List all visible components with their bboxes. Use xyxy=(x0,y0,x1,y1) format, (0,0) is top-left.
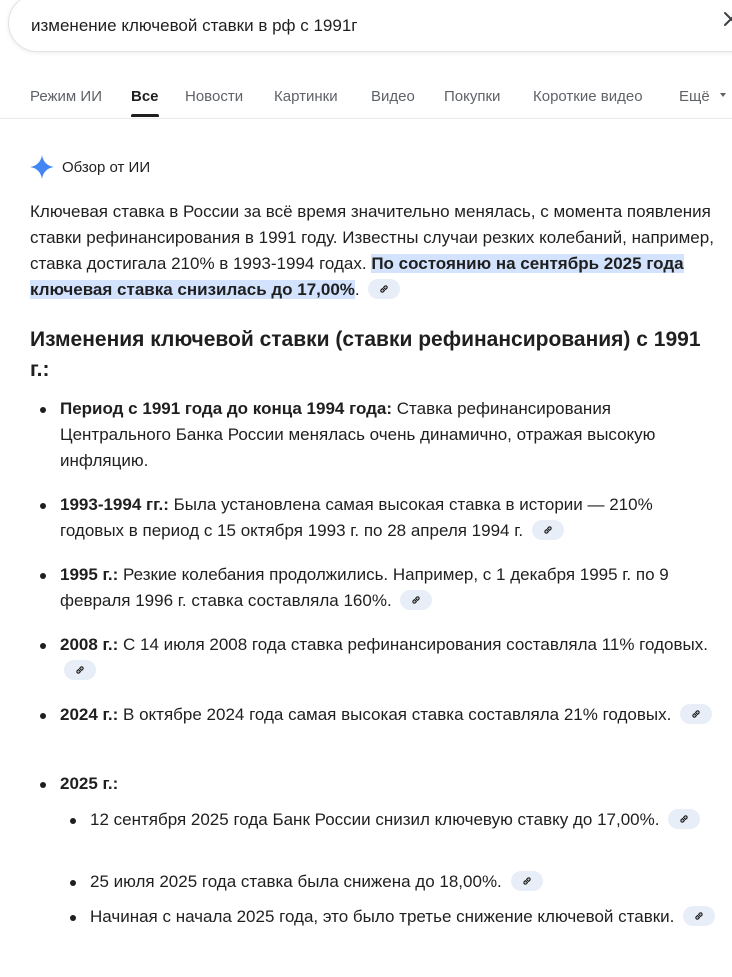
summary-period: . xyxy=(354,280,360,299)
link-icon xyxy=(690,708,702,720)
tab-shopping[interactable]: Покупки xyxy=(444,88,501,105)
source-link-button[interactable] xyxy=(683,906,715,926)
bullet xyxy=(40,407,46,413)
section-heading: Изменения ключевой ставки (ставки рефинансирования) с 1991 г.: xyxy=(30,328,701,381)
tab-all[interactable]: Все xyxy=(131,88,159,105)
search-bar[interactable] xyxy=(8,0,732,52)
list-item xyxy=(30,396,720,474)
link-icon xyxy=(521,875,533,887)
search-tabs xyxy=(0,84,732,118)
source-link-button[interactable] xyxy=(532,520,564,540)
item-label: 2025 г.: xyxy=(60,774,119,793)
summary-text: Ключевая ставка в России за всё время значительно менялась, с момента появления ставки рефинансирования в 1991 году. Известны случаи резких колебаний, например, ставка достигала 210% в 1993-1994 годах. xyxy=(30,202,714,273)
item-label: 2008 г.: xyxy=(60,635,119,654)
sub-list-item xyxy=(60,904,720,930)
sub-item-text: Начиная с начала 2025 года, это было третье снижение ключевой ставки. xyxy=(90,907,675,926)
source-link-button[interactable] xyxy=(668,809,700,829)
tab-videos[interactable]: Видео xyxy=(371,88,415,105)
tab-more[interactable] xyxy=(679,88,728,105)
tab-images[interactable]: Картинки xyxy=(274,88,338,105)
list-item xyxy=(30,492,720,544)
active-tab-indicator xyxy=(131,114,159,117)
tab-more-label: Ещё xyxy=(679,88,710,105)
item-label: 1993-1994 гг.: xyxy=(60,495,169,514)
sub-item-text: 12 сентября 2025 года Банк России снизил ключевую ставку до 17,00%. xyxy=(90,810,660,829)
sub-list-item xyxy=(60,807,720,833)
source-link-button[interactable] xyxy=(64,660,96,680)
list-item xyxy=(30,702,720,728)
link-icon xyxy=(74,664,86,676)
tab-short-videos[interactable]: Короткие видео xyxy=(533,88,643,105)
link-icon xyxy=(678,813,690,825)
bullet xyxy=(40,643,46,649)
item-text: С 14 июля 2008 года ставка рефинансирования составляла 11% годовых. xyxy=(118,635,708,654)
bullet xyxy=(40,782,46,788)
bullet xyxy=(40,573,46,579)
item-label: 1995 г.: xyxy=(60,565,119,584)
ai-overview-title: Обзор от ИИ xyxy=(62,158,151,176)
list-item xyxy=(30,771,720,797)
source-link-button[interactable] xyxy=(511,871,543,891)
caret-down-icon xyxy=(718,90,728,100)
bullet xyxy=(40,503,46,509)
sub-list-item xyxy=(60,869,720,895)
ai-overview-summary xyxy=(30,199,720,303)
item-text: Ставка рефинансирования Центрального Банка России менялась очень динамично, отражая высокую инфляцию. xyxy=(60,399,656,470)
tabs-divider xyxy=(0,118,732,119)
clear-icon[interactable] xyxy=(719,7,732,31)
bullet xyxy=(70,915,76,921)
source-link-button[interactable] xyxy=(400,590,432,610)
link-icon xyxy=(378,283,390,295)
search-input[interactable]: изменение ключевой ставки в рф с 1991г xyxy=(31,16,358,35)
summary-highlight: По состоянию на сентябрь 2025 года ключевая ставка снизилась до 17,00% xyxy=(30,254,684,299)
item-label: Период с 1991 года до конца 1994 года: xyxy=(60,399,393,418)
source-link-button[interactable] xyxy=(680,704,712,724)
tab-news[interactable]: Новости xyxy=(185,88,244,105)
list-item xyxy=(30,632,720,684)
item-text: Была установлена самая высокая ставка в истории — 210% годовых в период с 15 октября 1993 г. по 28 апреля 1994 г. xyxy=(60,495,653,540)
sparkle-icon xyxy=(30,155,54,179)
bullet xyxy=(70,818,76,824)
ai-overview-header xyxy=(30,154,150,180)
source-link-button[interactable] xyxy=(368,279,400,299)
bullet xyxy=(40,713,46,719)
item-label: 2024 г.: xyxy=(60,705,119,724)
link-icon xyxy=(542,524,554,536)
list-item xyxy=(30,562,720,614)
link-icon xyxy=(410,594,422,606)
link-icon xyxy=(693,910,705,922)
tab-ai-mode[interactable]: Режим ИИ xyxy=(30,88,102,105)
item-text: Резкие колебания продолжились. Например, с 1 декабря 1995 г. по 9 февраля 1996 г. ставка составляла 160%. xyxy=(60,565,669,610)
sub-item-text: 25 июля 2025 года ставка была снижена до 18,00%. xyxy=(90,872,502,891)
bullet xyxy=(70,880,76,886)
item-text: В октябре 2024 года самая высокая ставка составляла 21% годовых. xyxy=(118,705,672,724)
